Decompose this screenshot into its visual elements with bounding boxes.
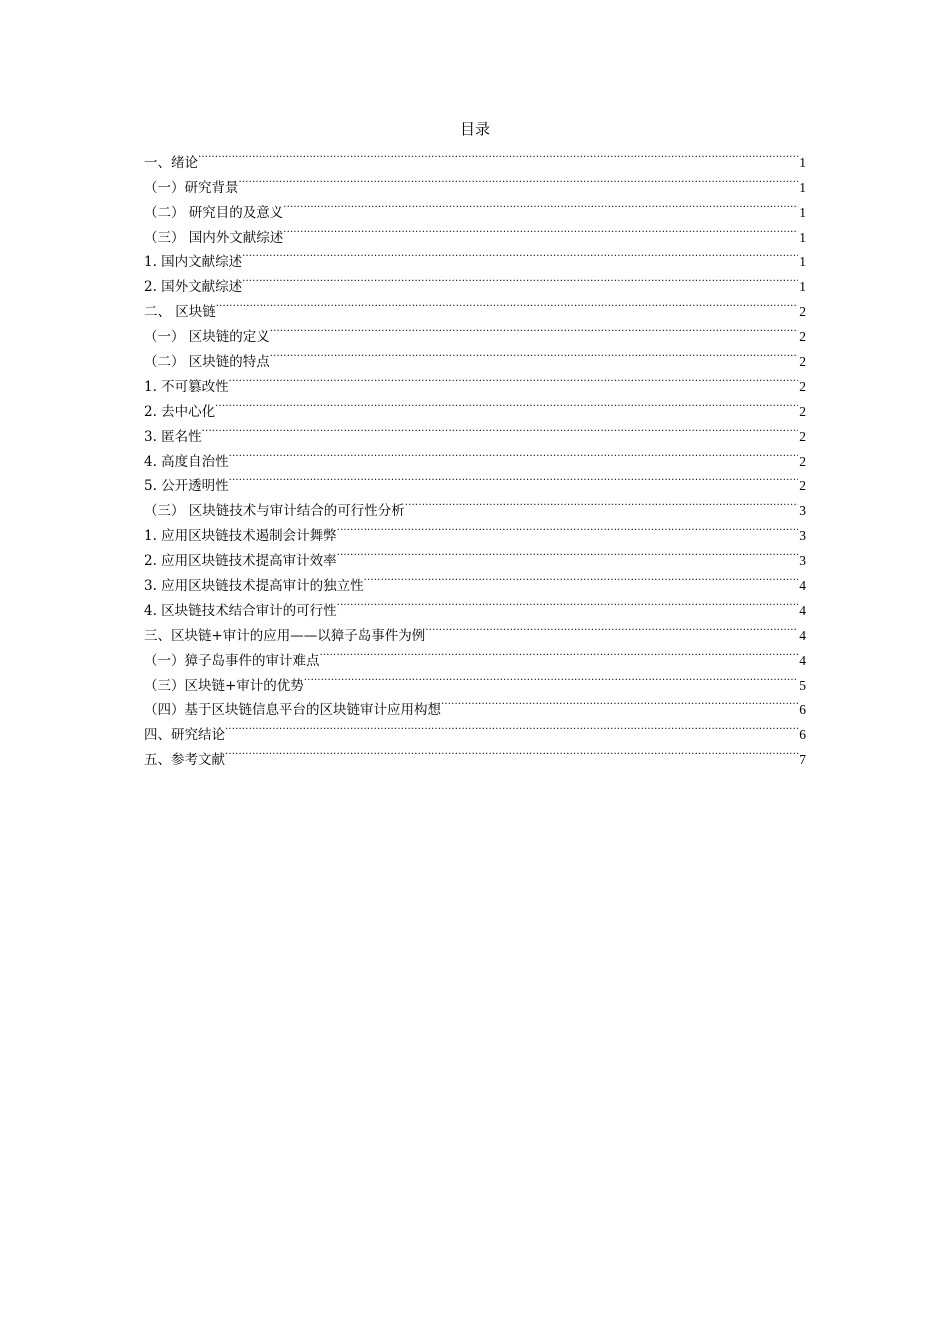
toc-entry[interactable]	[144, 714, 806, 744]
toc-entry[interactable]	[144, 490, 806, 520]
toc-leader-dots	[337, 515, 799, 540]
toc-title: 目录	[459, 120, 490, 138]
toc-entry-text: 3. 匿名性	[144, 428, 202, 445]
toc-entry-page-number: 2	[799, 329, 806, 345]
toc-entry-text: 五、参考文献	[144, 752, 225, 769]
toc-leader-dots	[229, 441, 799, 466]
toc-entry-page-number: 4	[799, 578, 806, 594]
toc-leader-dots	[229, 366, 799, 391]
toc-entry-page-number: 1	[799, 179, 806, 195]
toc-entry-page-number: 2	[799, 428, 806, 444]
toc-leader-dots	[225, 714, 798, 739]
toc-leader-dots	[242, 242, 798, 267]
toc-leader-dots	[202, 416, 799, 441]
toc-leader-dots	[239, 167, 799, 192]
toc-entry[interactable]	[144, 291, 806, 321]
toc-leader-dots	[198, 142, 798, 167]
toc-entry-text: （三）区块链+审计的优势	[144, 677, 304, 694]
toc-entry-page-number: 1	[799, 154, 806, 170]
toc-entry[interactable]	[144, 391, 806, 420]
toc-entry-text: 三、区块链+审计的应用——以獐子岛事件为例	[144, 627, 426, 644]
toc-entry-text: 四、研究结论	[144, 727, 225, 744]
toc-entry-page-number: 4	[799, 602, 806, 618]
toc-entry-text: （四）基于区块链信息平台的区块链审计应用构想	[144, 702, 441, 719]
toc-entry-text: 4. 高度自治性	[144, 453, 229, 470]
toc-leader-dots	[283, 192, 798, 217]
toc-entry-page-number: 1	[799, 254, 806, 270]
toc-entry-page-number: 7	[799, 752, 806, 768]
toc-entry-page-number: 6	[799, 702, 806, 718]
toc-entry[interactable]	[144, 441, 806, 470]
toc-entry[interactable]	[144, 366, 806, 395]
toc-entry[interactable]	[144, 192, 806, 221]
toc-entry-page-number: 3	[799, 528, 806, 544]
toc-list	[144, 142, 806, 769]
toc-entry-page-number: 1	[799, 279, 806, 295]
toc-leader-dots	[441, 690, 798, 715]
toc-entry-text: （三） 区块链技术与审计结合的可行性分析	[144, 503, 405, 520]
toc-entry-text: 4. 区块链技术结合审计的可行性	[144, 602, 337, 619]
toc-entry-page-number: 5	[799, 677, 806, 693]
toc-leader-dots	[337, 590, 799, 615]
toc-entry-page-number: 6	[799, 727, 806, 743]
toc-leader-dots	[337, 540, 799, 565]
toc-entry-text: （一） 区块链的定义	[144, 329, 270, 346]
toc-entry-page-number: 2	[799, 304, 806, 320]
toc-entry-page-number: 4	[799, 627, 806, 643]
toc-leader-dots	[225, 739, 798, 764]
toc-leader-dots	[270, 316, 798, 341]
toc-leader-dots	[425, 615, 798, 640]
toc-entry-page-number: 3	[799, 553, 806, 569]
toc-leader-dots	[242, 266, 798, 291]
toc-entry[interactable]	[144, 142, 806, 171]
toc-leader-dots	[320, 640, 799, 665]
toc-leader-dots	[270, 341, 798, 366]
toc-entry[interactable]	[144, 242, 806, 271]
toc-entry-text: 5. 公开透明性	[144, 478, 229, 495]
toc-leader-dots	[216, 291, 798, 316]
toc-entry-page-number: 4	[799, 652, 806, 668]
toc-entry-page-number: 1	[799, 204, 806, 220]
toc-entry-page-number: 2	[799, 378, 806, 394]
toc-entry-text: （三） 国内外文献综述	[144, 229, 284, 246]
toc-entry-text: （二） 区块链的特点	[144, 354, 270, 371]
toc-entry-text: 2. 去中心化	[144, 403, 216, 420]
toc-entry-page-number: 2	[799, 403, 806, 419]
toc-entry-page-number: 2	[799, 478, 806, 494]
toc-entry-page-number: 2	[799, 354, 806, 370]
toc-entry-page-number: 1	[799, 229, 806, 245]
toc-entry[interactable]	[144, 416, 806, 445]
toc-entry[interactable]	[144, 316, 806, 346]
toc-entry[interactable]	[144, 167, 806, 196]
toc-entry-page-number: 2	[799, 453, 806, 469]
toc-entry-text: （二） 研究目的及意义	[144, 204, 284, 221]
toc-leader-dots	[304, 665, 798, 690]
toc-leader-dots	[283, 217, 798, 242]
toc-entry[interactable]	[144, 739, 806, 769]
toc-entry-text: 二、 区块链	[144, 304, 216, 321]
toc-entry-text: 一、绪论	[144, 154, 198, 171]
toc-entry[interactable]	[144, 466, 806, 495]
toc-entry-text: （一）研究背景	[144, 179, 239, 196]
toc-entry-text: 3. 应用区块链技术提高审计的独立性	[144, 578, 364, 595]
toc-entry-text: 1. 不可篡改性	[144, 378, 229, 395]
toc-leader-dots	[215, 391, 798, 416]
toc-entry-text: 2. 国外文献综述	[144, 279, 243, 296]
toc-entry-text: 1. 应用区块链技术遏制会计舞弊	[144, 528, 337, 545]
toc-leader-dots	[229, 466, 799, 491]
toc-leader-dots	[405, 490, 798, 515]
toc-entry-text: 2. 应用区块链技术提高审计效率	[144, 553, 337, 570]
toc-entry-text: （一）獐子岛事件的审计难点	[144, 652, 320, 669]
toc-leader-dots	[364, 565, 799, 590]
toc-entry[interactable]	[144, 266, 806, 296]
toc-entry-page-number: 3	[799, 503, 806, 519]
toc-entry-text: 1. 国内文献综述	[144, 254, 243, 271]
